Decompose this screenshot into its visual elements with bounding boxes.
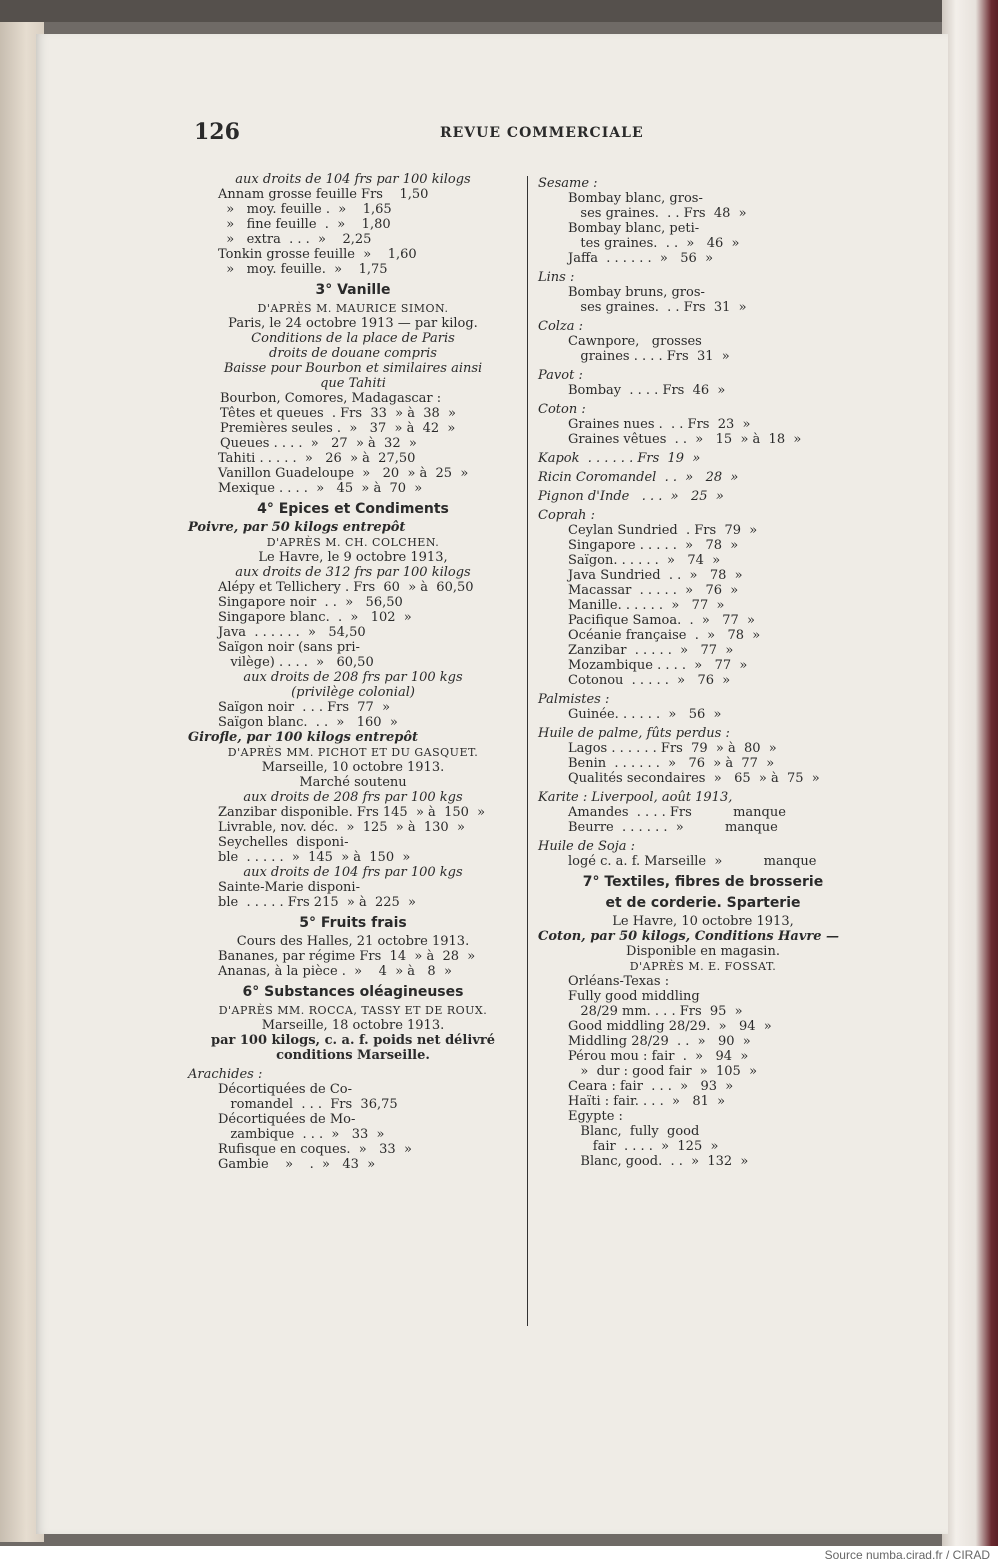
italic-note: Baisse pour Bourbon et similaires ainsi: [223, 361, 483, 376]
category-label: Ricin Coromandel . . » 28 »: [538, 470, 739, 485]
price-row: Saïgon blanc. . . » 160 »: [218, 715, 398, 730]
price-row: » fine feuille . » 1,80: [218, 217, 391, 232]
product-lead: Coton, par 50 kilogs, Conditions Havre —: [538, 929, 840, 944]
date-line: Marseille, 18 octobre 1913.: [261, 1018, 445, 1033]
price-row: Macassar . . . . . » 76 »: [568, 583, 739, 598]
running-title: REVUE COMMERCIALE: [440, 125, 644, 141]
price-row: ses graines. . . Frs 31 »: [568, 300, 747, 315]
price-row: Mexique . . . . » 45 » à 70 »: [218, 481, 423, 496]
price-row: Singapore . . . . . » 78 »: [568, 538, 739, 553]
category-label: Coton :: [538, 402, 586, 417]
price-row: Qualités secondaires » 65 » à 75 »: [568, 771, 820, 786]
price-row: Rufisque en coques. » 33 »: [218, 1142, 412, 1157]
category-label: Huile de Soja :: [538, 839, 636, 854]
price-row: Vanillon Guadeloupe » 20 » à 25 »: [218, 466, 469, 481]
price-row: Ananas, à la pièce . » 4 » à 8 »: [218, 964, 452, 979]
source-attribution: D'APRÈS MM. PICHOT ET DU GASQUET.: [227, 746, 479, 759]
price-row: logé c. a. f. Marseille » manque: [568, 854, 817, 869]
product-lead: Girofle, par 100 kilogs entrepôt: [188, 730, 418, 745]
category-label: Huile de palme, fûts perdus :: [538, 726, 730, 741]
price-row: vilège) . . . . » 60,50: [218, 655, 374, 670]
price-row: Bombay blanc, gros-: [568, 191, 703, 206]
category-label: Sesame :: [538, 176, 598, 191]
price-row: Annam grosse feuille Frs 1,50: [218, 187, 429, 202]
italic-note: aux droits de 208 frs par 100 kgs: [243, 790, 463, 805]
price-row: Singapore blanc. . » 102 »: [218, 610, 412, 625]
italic-note: aux droits de 104 frs par 100 kilogs: [235, 172, 471, 187]
bold-note: par 100 kilogs, c. a. f. poids net délivré: [211, 1033, 495, 1048]
price-row: Orléans-Texas :: [568, 974, 670, 989]
price-row: Saïgon noir . . . Frs 77 »: [218, 700, 391, 715]
price-row: fair . . . . » 125 »: [568, 1139, 719, 1154]
price-row: graines . . . . Frs 31 »: [568, 349, 730, 364]
category-label: Arachides :: [188, 1067, 263, 1082]
price-row: Zanzibar . . . . . » 77 »: [568, 643, 734, 658]
left-column: [188, 172, 518, 1172]
price-row: Singapore noir . . » 56,50: [218, 595, 403, 610]
price-row: Pérou mou : fair . » 94 »: [568, 1049, 749, 1064]
category-label: Pignon d'Inde . . . » 25 »: [538, 489, 724, 504]
price-row: Ceylan Sundried . Frs 79 »: [568, 523, 758, 538]
price-row: » dur : good fair » 105 »: [568, 1064, 758, 1079]
price-row: Haïti : fair. . . . » 81 »: [568, 1094, 726, 1109]
price-row: Pacifique Samoa. . » 77 »: [568, 613, 756, 628]
section-heading: et de corderie. Sparterie: [605, 895, 801, 911]
price-row: Premières seules . » 37 » à 42 »: [220, 421, 456, 436]
category-label: Pavot :: [538, 368, 583, 383]
price-row: Livrable, nov. déc. » 125 » à 130 »: [218, 820, 465, 835]
italic-note: (privilège colonial): [291, 685, 415, 700]
price-row: Amandes . . . . Frs manque: [568, 805, 786, 820]
price-row: Jaffa . . . . . . » 56 »: [568, 251, 714, 266]
price-row: Graines vêtues . . » 15 » à 18 »: [568, 432, 802, 447]
price-row: » moy. feuille. » 1,75: [218, 262, 388, 277]
right-column: [538, 172, 868, 1169]
price-row: Lagos . . . . . . Frs 79 » à 80 »: [568, 741, 777, 756]
price-row: Décortiquées de Co-: [218, 1082, 353, 1097]
date-line: Disponible en magasin.: [626, 944, 780, 959]
source-attribution: D'APRÈS M. E. FOSSAT.: [629, 960, 777, 973]
price-row: Beurre . . . . . . » manque: [568, 820, 778, 835]
price-row: Queues . . . . » 27 » à 32 »: [220, 436, 417, 451]
price-row: Manille. . . . . . » 77 »: [568, 598, 725, 613]
section-heading: 3° Vanille: [315, 282, 391, 298]
price-row: Java Sundried . . » 78 »: [568, 568, 743, 583]
date-line: Le Havre, 10 octobre 1913,: [612, 914, 794, 929]
category-label: Coprah :: [538, 508, 595, 523]
source-attribution: D'APRÈS M. CH. COLCHEN.: [266, 536, 440, 549]
price-row: Java . . . . . . » 54,50: [218, 625, 366, 640]
price-row: Saïgon noir (sans pri-: [218, 640, 360, 655]
source-attribution: D'APRÈS M. MAURICE SIMON.: [257, 302, 449, 315]
source-attribution: D'APRÈS MM. ROCCA, TASSY ET DE ROUX.: [218, 1004, 488, 1017]
price-row: Saïgon. . . . . . » 74 »: [568, 553, 721, 568]
price-row: Zanzibar disponible. Frs 145 » à 150 »: [218, 805, 486, 820]
category-label: Lins :: [538, 270, 575, 285]
price-row: ble . . . . . » 145 » à 150 »: [218, 850, 411, 865]
price-row: Graines nues . . . Frs 23 »: [568, 417, 751, 432]
section-heading: 4° Epices et Condiments: [257, 501, 449, 517]
bold-note: conditions Marseille.: [276, 1048, 430, 1063]
section-heading: 7° Textiles, fibres de brosserie: [582, 874, 824, 890]
price-row: Mozambique . . . . » 77 »: [568, 658, 748, 673]
italic-note: aux droits de 312 frs par 100 kilogs: [235, 565, 471, 580]
section-heading: 6° Substances oléagineuses: [242, 984, 464, 1000]
price-row: tes graines. . . » 46 »: [568, 236, 740, 251]
scan-background-top: [0, 0, 998, 22]
category-label: Palmistes :: [538, 692, 610, 707]
price-row: Guinée. . . . . . » 56 »: [568, 707, 722, 722]
price-row: 28/29 mm. . . . Frs 95 »: [568, 1004, 743, 1019]
price-row: zambique . . . » 33 »: [218, 1127, 385, 1142]
price-row: Cawnpore, grosses: [568, 334, 702, 349]
date-line: Le Havre, le 9 octobre 1913,: [258, 550, 448, 565]
date-line: Paris, le 24 octobre 1913 — par kilog.: [228, 316, 478, 331]
price-row: ses graines. . . Frs 48 »: [568, 206, 747, 221]
date-line: Marché soutenu: [299, 775, 407, 790]
italic-note: aux droits de 104 frs par 100 kgs: [243, 865, 463, 880]
price-row: Bombay blanc, peti-: [568, 221, 700, 236]
section-heading: 5° Fruits frais: [299, 915, 407, 931]
price-row: Tonkin grosse feuille » 1,60: [218, 247, 417, 262]
price-row: Egypte :: [568, 1109, 623, 1124]
price-row: Alépy et Tellichery . Frs 60 » à 60,50: [218, 580, 474, 595]
price-row: Middling 28/29 . . » 90 »: [568, 1034, 751, 1049]
price-row: Seychelles disponi-: [218, 835, 349, 850]
page-number: 126: [194, 119, 240, 145]
italic-note: que Tahiti: [320, 376, 386, 391]
price-row: Tahiti . . . . . » 26 » à 27,50: [218, 451, 416, 466]
italic-note: Conditions de la place de Paris: [251, 331, 455, 346]
price-row: Fully good middling: [568, 989, 700, 1004]
price-row: Têtes et queues . Frs 33 » à 38 »: [220, 406, 456, 421]
category-label: Kapok . . . . . . Frs 19 »: [538, 451, 701, 466]
column-divider: [527, 176, 528, 1326]
price-row: ble . . . . . Frs 215 » à 225 »: [218, 895, 417, 910]
product-lead: Poivre, par 50 kilogs entrepôt: [188, 520, 406, 535]
price-row: Décortiquées de Mo-: [218, 1112, 356, 1127]
date-line: Marseille, 10 octobre 1913.: [261, 760, 445, 775]
price-row: Good middling 28/29. » 94 »: [568, 1019, 772, 1034]
price-row: Bombay . . . . Frs 46 »: [568, 383, 726, 398]
price-row: Blanc, good. . . » 132 »: [568, 1154, 749, 1169]
price-row: » moy. feuille . » 1,65: [218, 202, 392, 217]
price-row: Océanie française . » 78 »: [568, 628, 761, 643]
category-label: Colza :: [538, 319, 584, 334]
price-row: Bananes, par régime Frs 14 » à 28 »: [218, 949, 476, 964]
price-row: Benin . . . . . . » 76 » à 77 »: [568, 756, 775, 771]
book-cover-edge: [942, 0, 998, 1546]
category-label: Karite : Liverpool, août 1913,: [538, 790, 733, 805]
price-row: romandel . . . Frs 36,75: [218, 1097, 398, 1112]
price-row: Cotonou . . . . . » 76 »: [568, 673, 731, 688]
price-row: Bourbon, Comores, Madagascar :: [220, 391, 442, 406]
italic-note: aux droits de 208 frs par 100 kgs: [243, 670, 463, 685]
price-row: Bombay bruns, gros-: [568, 285, 705, 300]
price-row: Blanc, fully good: [568, 1124, 700, 1139]
price-row: Ceara : fair . . . » 93 »: [568, 1079, 734, 1094]
price-row: Sainte-Marie disponi-: [218, 880, 360, 895]
price-row: Gambie » . » 43 »: [218, 1157, 376, 1172]
italic-note: droits de douane compris: [269, 346, 437, 361]
date-line: Cours des Halles, 21 octobre 1913.: [236, 934, 470, 949]
price-row: » extra . . . » 2,25: [218, 232, 372, 247]
source-credit: Source numba.cirad.fr / CIRAD: [824, 1548, 990, 1562]
